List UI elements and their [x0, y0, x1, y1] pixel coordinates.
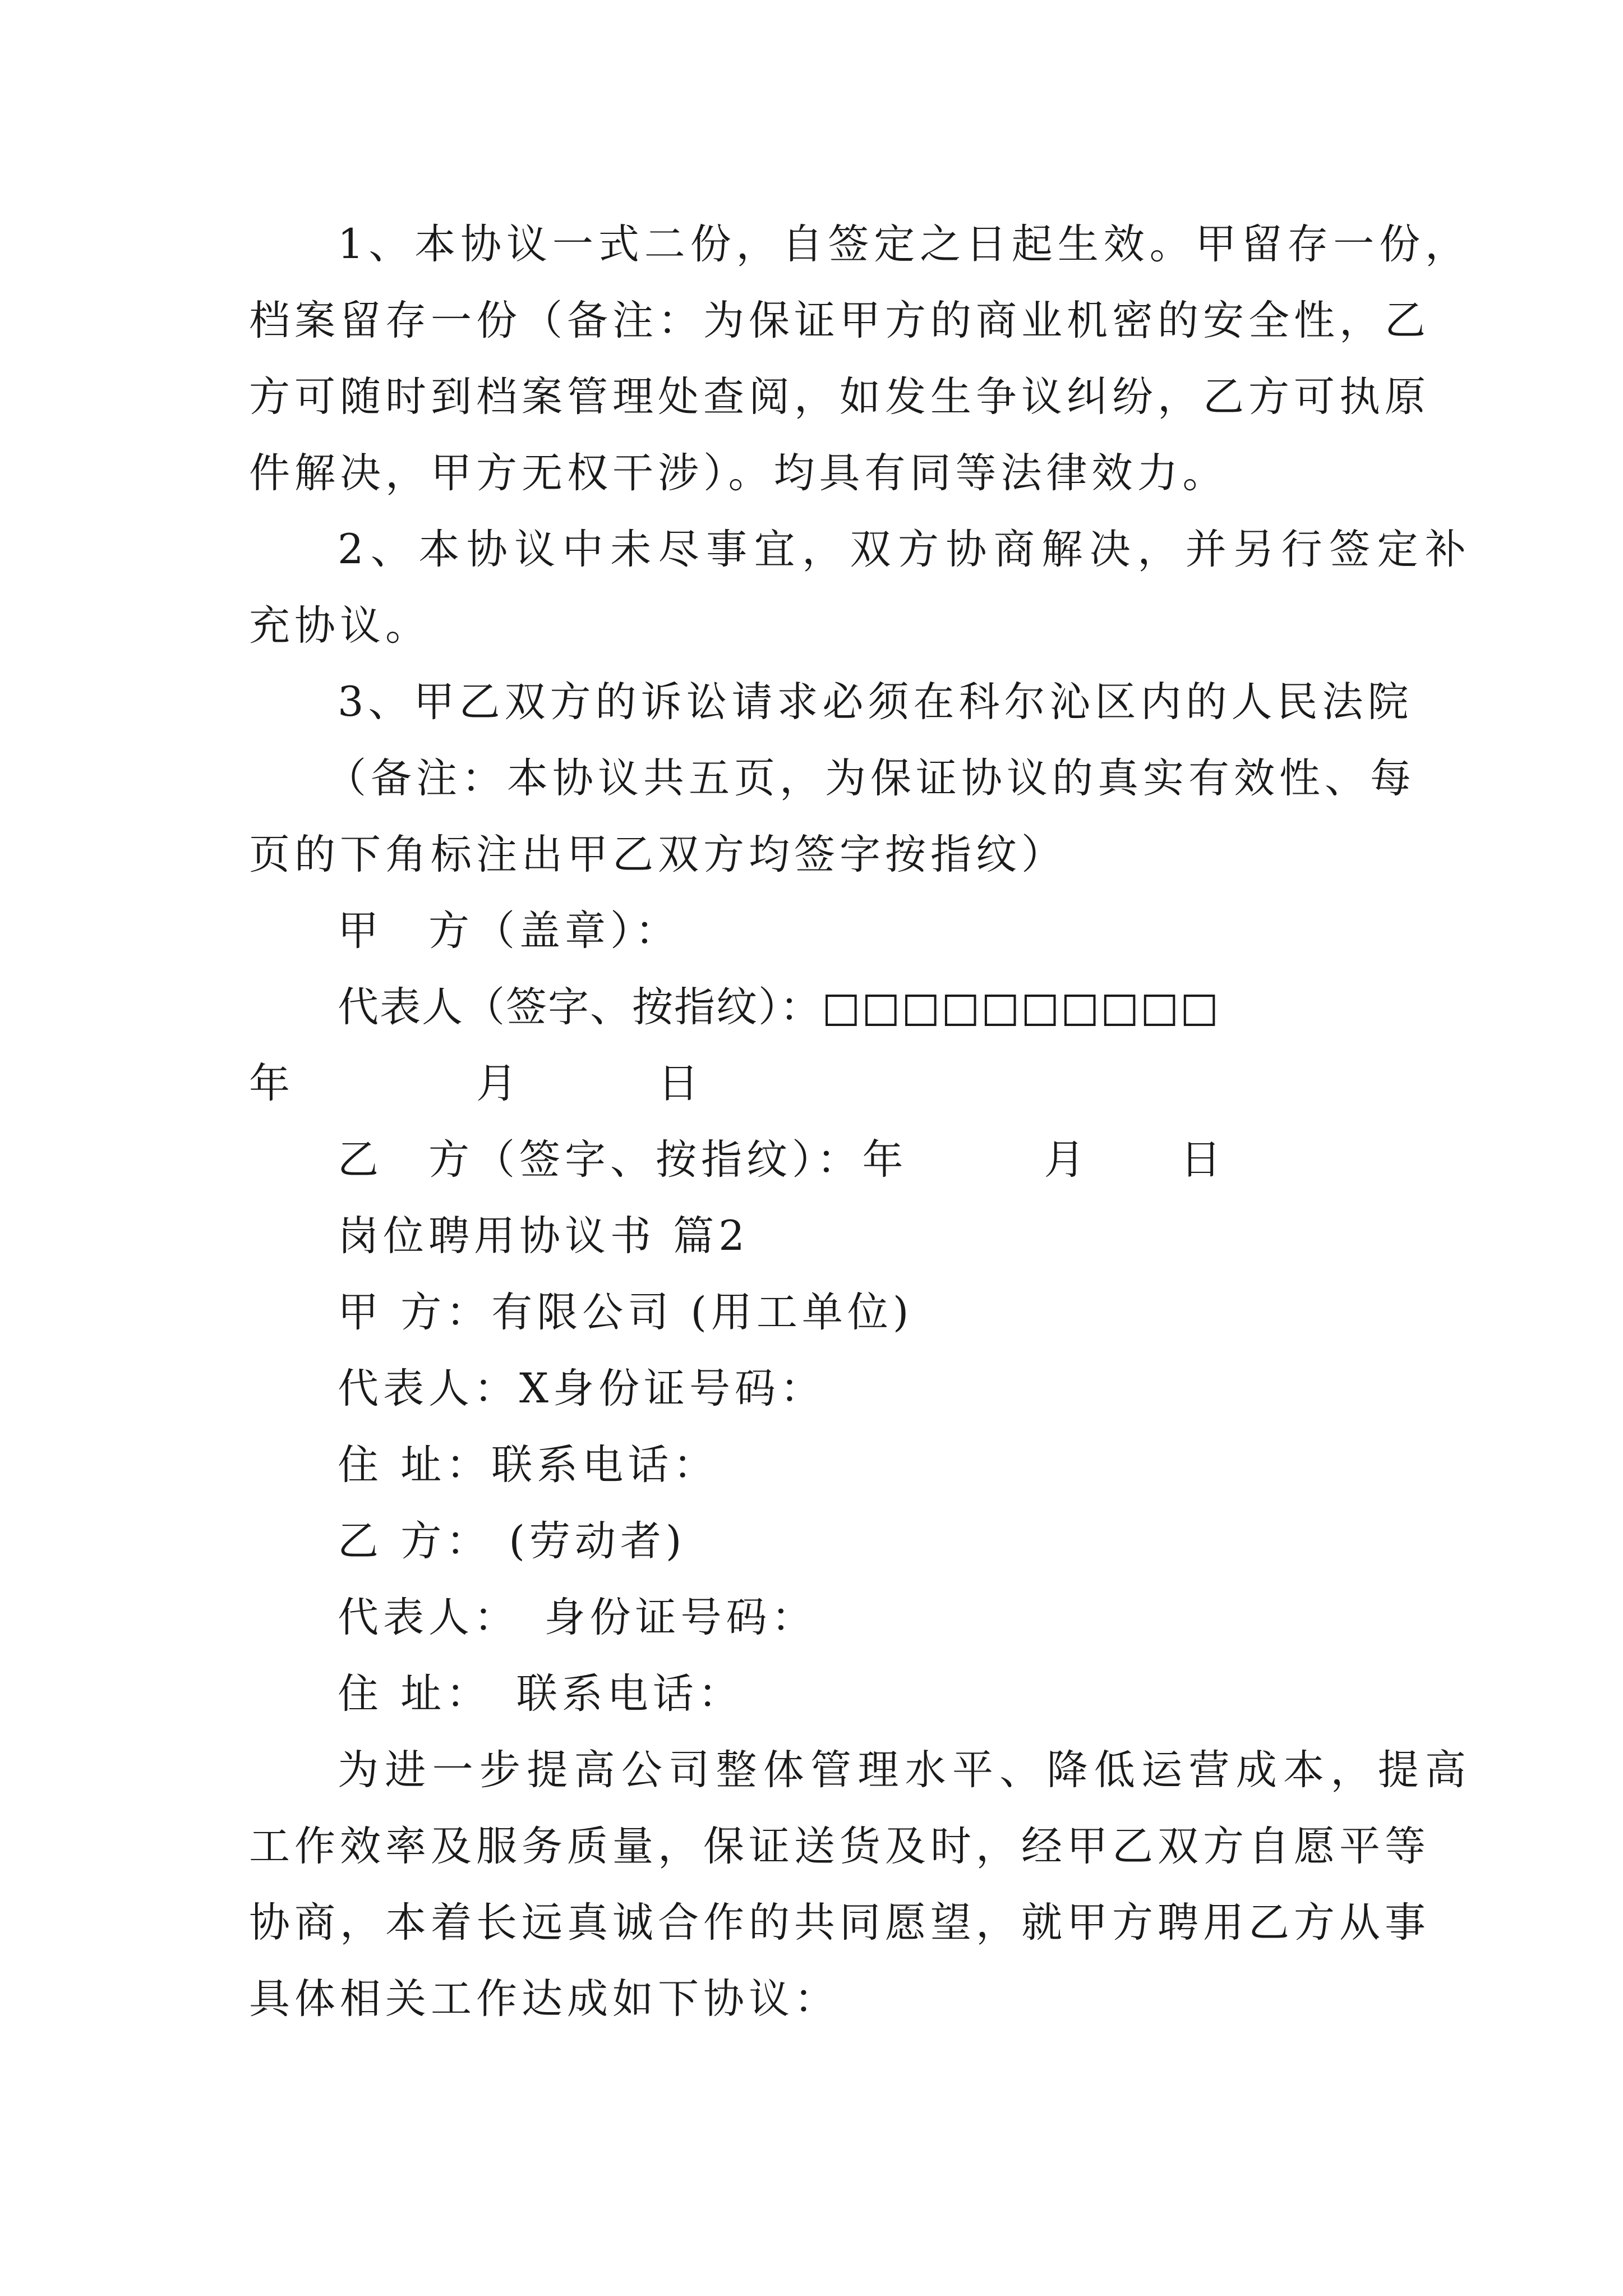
party-b-rep-id-line: 代表人： 身份证号码： [338, 1594, 817, 1641]
clause-1-line-4: 件解决，甲方无权干涉）。均具有同等法律效力。 [249, 449, 1228, 497]
party-a-date-line: 年 月 日 [249, 1060, 703, 1107]
preamble-line-1: 为进一步提高公司整体管理水平、降低运营成本，提高 [338, 1746, 1470, 1794]
preamble-line-3: 协商，本着长远真诚合作的共同愿望，就甲方聘用乙方从事 [249, 1899, 1430, 1947]
party-b-line: 乙 方： (劳动者) [338, 1517, 686, 1565]
clause-2-line-1: 2、本协议中未尽事宜，双方协商解决，并另行签定补 [338, 526, 1470, 573]
preamble-line-4: 具体相关工作达成如下协议： [249, 1975, 840, 2023]
party-b-signature-line: 乙 方（签字、按指纹）：年 月 日 [338, 1136, 1226, 1184]
note-line-1: （备注：本协议共五页，为保证协议的真实有效性、每 [325, 754, 1415, 802]
section-title: 岗位聘用协议书 篇2 [338, 1212, 749, 1260]
note-line-2: 页的下角标注出甲乙双方均签字按指纹） [249, 831, 1067, 878]
party-a-line: 甲 方：有限公司 (用工单位) [338, 1289, 914, 1336]
party-b-address-line: 住 址： 联系电话： [338, 1670, 744, 1718]
clause-1-line-2: 档案留存一份（备注：为保证甲方的商业机密的安全性，乙 [249, 297, 1430, 344]
party-a-representative-line: 代表人（签字、按指纹）：□□□□□□□□□□ [338, 983, 1220, 1031]
party-a-seal-line: 甲 方（盖章）： [338, 907, 681, 955]
preamble-line-2: 工作效率及服务质量，保证送货及时，经甲乙双方自愿平等 [249, 1823, 1430, 1870]
party-a-rep-id-line: 代表人：X身份证号码： [338, 1365, 826, 1412]
party-a-address-line: 住 址：联系电话： [338, 1441, 719, 1489]
clause-2-line-2: 充协议。 [249, 602, 431, 650]
clause-1-line-1: 1、本协议一式二份，自签定之日起生效。甲留存一份， [338, 220, 1470, 268]
clause-3-line-1: 3、甲乙双方的诉讼请求必须在科尔沁区内的人民法院 [338, 678, 1413, 726]
clause-1-line-3: 方可随时到档案管理处查阅，如发生争议纠纷，乙方可执原 [249, 373, 1430, 421]
